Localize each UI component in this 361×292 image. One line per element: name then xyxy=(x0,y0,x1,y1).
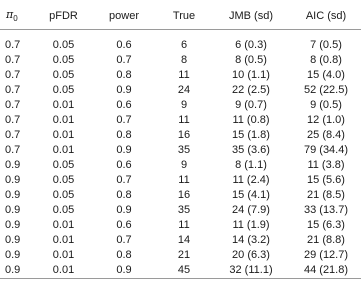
cell-true: 11 xyxy=(178,69,190,81)
table-row xyxy=(0,188,361,203)
cell-jmb: 11 (1.9) xyxy=(232,219,270,231)
cell-pfdr: 0.05 xyxy=(52,159,75,171)
cell-aic: 12 (1.0) xyxy=(307,114,345,126)
cell-pfdr: 0.05 xyxy=(52,174,75,186)
table-row xyxy=(0,263,361,279)
cell-aic: 8 (0.8) xyxy=(310,54,342,66)
cell-jmb: 8 (0.5) xyxy=(235,54,267,66)
table-row xyxy=(0,173,361,188)
cell-jmb: 11 (2.4) xyxy=(232,174,270,186)
table-row xyxy=(0,113,361,128)
cell-power: 0.6 xyxy=(116,99,132,111)
table-row xyxy=(0,53,361,68)
cell-power: 0.9 xyxy=(116,144,132,156)
cell-true: 6 xyxy=(180,39,188,51)
cell-power: 0.9 xyxy=(116,204,132,216)
cell-power: 0.7 xyxy=(116,174,132,186)
cell-power: 0.9 xyxy=(116,84,132,96)
cell-pfdr: 0.05 xyxy=(52,39,75,51)
cell-true: 45 xyxy=(157,263,211,279)
cell-power: 0.6 xyxy=(116,159,132,171)
cell-aic: 25 (8.4) xyxy=(307,129,345,141)
cell-aic: 44 (21.8) xyxy=(291,263,361,279)
cell-pfdr: 0.05 xyxy=(52,84,75,96)
cell-pi0: 0.9 xyxy=(0,263,36,279)
cell-pfdr: 0.01 xyxy=(52,249,75,261)
cell-pfdr: 0.01 xyxy=(52,144,75,156)
table-header xyxy=(0,3,361,30)
cell-pi0: 0.9 xyxy=(5,204,21,216)
cell-true: 21 xyxy=(177,249,191,261)
cell-pi0: 0.7 xyxy=(5,129,21,141)
cell-true: 16 xyxy=(177,189,191,201)
cell-pi0: 0.9 xyxy=(5,234,21,246)
cell-true: 14 xyxy=(177,234,191,246)
table-row xyxy=(0,128,361,143)
header-pfdr: pFDR xyxy=(36,3,91,30)
cell-jmb: 6 (0.3) xyxy=(235,39,267,51)
cell-aic: 33 (13.7) xyxy=(303,204,349,216)
cell-true: 35 xyxy=(177,204,191,216)
header-pi0: $\pi_0$ xyxy=(0,3,36,30)
cell-jmb: 35 (3.6) xyxy=(232,144,270,156)
table-row xyxy=(0,98,361,113)
cell-pfdr: 0.01 xyxy=(52,114,75,126)
cell-pi0: 0.7 xyxy=(5,84,21,96)
cell-true: 8 xyxy=(180,54,188,66)
cell-pfdr: 0.01 xyxy=(52,129,75,141)
table-row xyxy=(0,38,361,53)
cell-aic: 7 (0.5) xyxy=(310,39,342,51)
cell-pfdr: 0.05 xyxy=(52,69,75,81)
cell-jmb: 14 (3.2) xyxy=(232,234,270,246)
cell-power: 0.9 xyxy=(91,263,157,279)
cell-jmb: 9 (0.7) xyxy=(235,99,267,111)
table-row xyxy=(0,233,361,248)
cell-jmb: 15 (4.1) xyxy=(232,189,270,201)
results-table xyxy=(0,3,361,279)
header-true: True xyxy=(157,3,211,30)
cell-power: 0.6 xyxy=(116,219,132,231)
cell-pfdr: 0.01 xyxy=(36,263,91,279)
cell-pi0: 0.9 xyxy=(5,249,21,261)
cell-pi0: 0.7 xyxy=(5,99,21,111)
cell-power: 0.6 xyxy=(116,39,132,51)
cell-aic: 11 (3.8) xyxy=(307,159,345,171)
cell-true: 11 xyxy=(178,174,190,186)
cell-jmb: 10 (1.1) xyxy=(232,69,270,81)
cell-aic: 15 (5.6) xyxy=(307,174,345,186)
cell-power: 0.8 xyxy=(116,249,132,261)
cell-jmb: 32 (11.1) xyxy=(211,263,291,279)
table-row xyxy=(0,143,361,158)
header-power: power xyxy=(91,3,157,30)
cell-pfdr: 0.01 xyxy=(52,99,75,111)
cell-aic: 21 (8.5) xyxy=(307,189,345,201)
cell-power: 0.7 xyxy=(116,114,132,126)
cell-pi0: 0.7 xyxy=(5,54,21,66)
cell-aic: 79 (34.4) xyxy=(303,144,349,156)
cell-jmb: 8 (1.1) xyxy=(235,159,267,171)
header-aic: AIC (sd) xyxy=(291,3,361,30)
cell-aic: 15 (4.0) xyxy=(307,69,345,81)
header-row xyxy=(0,3,361,30)
cell-true: 11 xyxy=(178,219,190,231)
cell-jmb: 20 (6.3) xyxy=(232,249,270,261)
cell-true: 16 xyxy=(177,129,191,141)
cell-power: 0.8 xyxy=(116,129,132,141)
cell-power: 0.7 xyxy=(116,234,132,246)
table-row xyxy=(0,158,361,173)
cell-pi0: 0.9 xyxy=(5,159,21,171)
table-row xyxy=(0,203,361,218)
cell-true: 9 xyxy=(180,99,188,111)
cell-aic: 9 (0.5) xyxy=(310,99,342,111)
cell-power: 0.7 xyxy=(116,54,132,66)
cell-pfdr: 0.05 xyxy=(52,189,75,201)
cell-jmb: 15 (1.8) xyxy=(232,129,270,141)
cell-pi0: 0.9 xyxy=(5,189,21,201)
table-row xyxy=(0,248,361,263)
cell-pfdr: 0.05 xyxy=(52,204,75,216)
cell-aic: 52 (22.5) xyxy=(303,84,349,96)
cell-pfdr: 0.01 xyxy=(52,234,75,246)
cell-power: 0.8 xyxy=(116,189,132,201)
cell-true: 24 xyxy=(177,84,191,96)
header-jmb: JMB (sd) xyxy=(211,3,291,30)
cell-power: 0.8 xyxy=(116,69,132,81)
cell-pfdr: 0.01 xyxy=(52,219,75,231)
cell-aic: 15 (6.3) xyxy=(307,219,345,231)
cell-pi0: 0.7 xyxy=(5,69,21,81)
cell-pfdr: 0.05 xyxy=(52,54,75,66)
cell-true: 9 xyxy=(180,159,188,171)
cell-jmb: 11 (0.8) xyxy=(232,114,270,126)
cell-aic: 29 (12.7) xyxy=(303,249,349,261)
cell-pi0: 0.9 xyxy=(5,174,21,186)
table-row xyxy=(0,218,361,233)
table-row xyxy=(0,83,361,98)
table-body xyxy=(0,30,361,279)
cell-pi0: 0.9 xyxy=(5,219,21,231)
spacer-row xyxy=(0,30,361,39)
cell-aic: 21 (8.8) xyxy=(307,234,345,246)
cell-pi0: 0.7 xyxy=(5,114,21,126)
cell-pi0: 0.7 xyxy=(5,39,21,51)
cell-true: 35 xyxy=(177,144,191,156)
cell-true: 11 xyxy=(178,114,190,126)
table-row xyxy=(0,68,361,83)
cell-pi0: 0.7 xyxy=(5,144,21,156)
cell-jmb: 22 (2.5) xyxy=(232,84,270,96)
cell-jmb: 24 (7.9) xyxy=(232,204,270,216)
